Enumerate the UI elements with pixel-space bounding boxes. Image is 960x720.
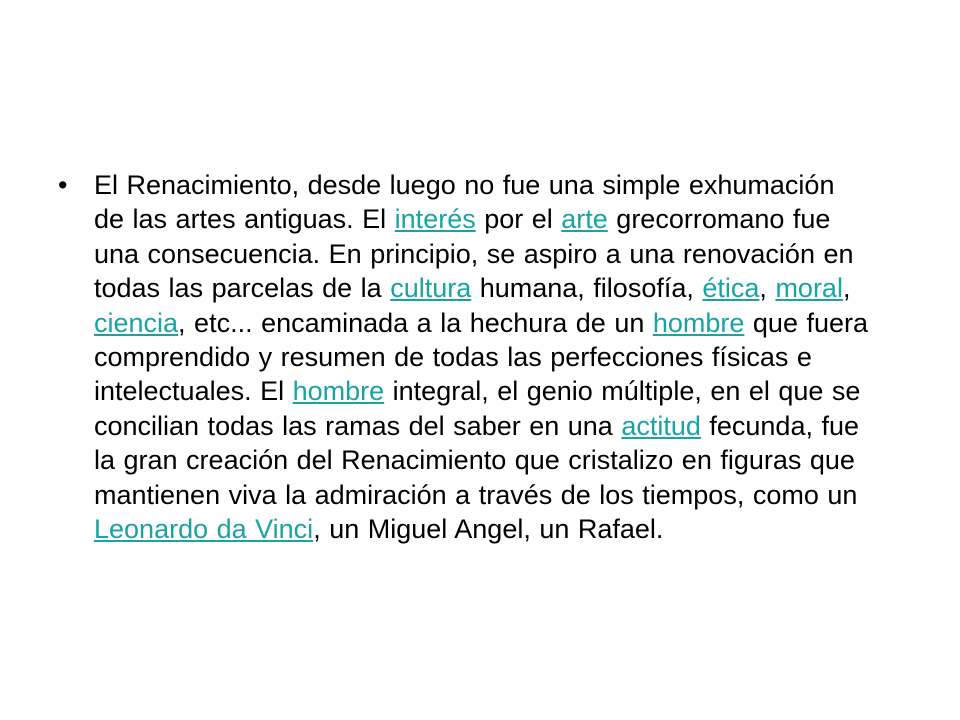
hyperlink-ciencia[interactable]: ciencia	[94, 307, 179, 338]
paragraph-segment: El Renacimiento, desde luego no fue una simple exhumación de las artes antiguas. El	[94, 170, 835, 235]
paragraph-segment: , etc... encaminada a la hechura de un	[178, 307, 653, 338]
hyperlink-moral[interactable]: moral	[775, 273, 843, 304]
bullet-dot-icon: •	[58, 170, 68, 200]
hyperlink-arte[interactable]: arte	[561, 204, 608, 235]
hyperlink-leonardo-da-vinci[interactable]: Leonardo da Vinci	[94, 514, 314, 545]
paragraph-segment: por el	[475, 204, 562, 235]
paragraph-segment: ,	[759, 273, 776, 304]
paragraph-text	[94, 170, 868, 544]
hyperlink-hombre[interactable]: hombre	[652, 307, 745, 338]
bullet-list	[50, 168, 870, 546]
hyperlink-ética[interactable]: ética	[702, 273, 760, 304]
paragraph-segment: ,	[842, 273, 851, 304]
paragraph-segment: integral, el genio múltiple, en el que se concilian todas las ramas del saber en una	[94, 376, 861, 441]
hyperlink-interés[interactable]: interés	[394, 204, 476, 235]
paragraph-segment: humana, filosofía,	[471, 273, 703, 304]
bullet-item	[50, 168, 870, 546]
paragraph-segment: grecorromano fue una consecuencia. En principio, se aspiro a una renovación en todas las parcelas de la	[94, 204, 854, 304]
hyperlink-actitud[interactable]: actitud	[621, 410, 701, 441]
paragraph-segment: fecunda, fue la gran creación del Renacimiento que cristalizo en figuras que mantienen viva la admiración a través de los tiempos, como un	[94, 410, 859, 510]
hyperlink-hombre[interactable]: hombre	[292, 376, 385, 407]
hyperlink-cultura[interactable]: cultura	[390, 273, 472, 304]
paragraph-segment: que fuera comprendido y resumen de todas las perfecciones físicas e intelectuales. El	[94, 307, 868, 407]
paragraph-segment: , un Miguel Angel, un Rafael.	[313, 514, 664, 545]
